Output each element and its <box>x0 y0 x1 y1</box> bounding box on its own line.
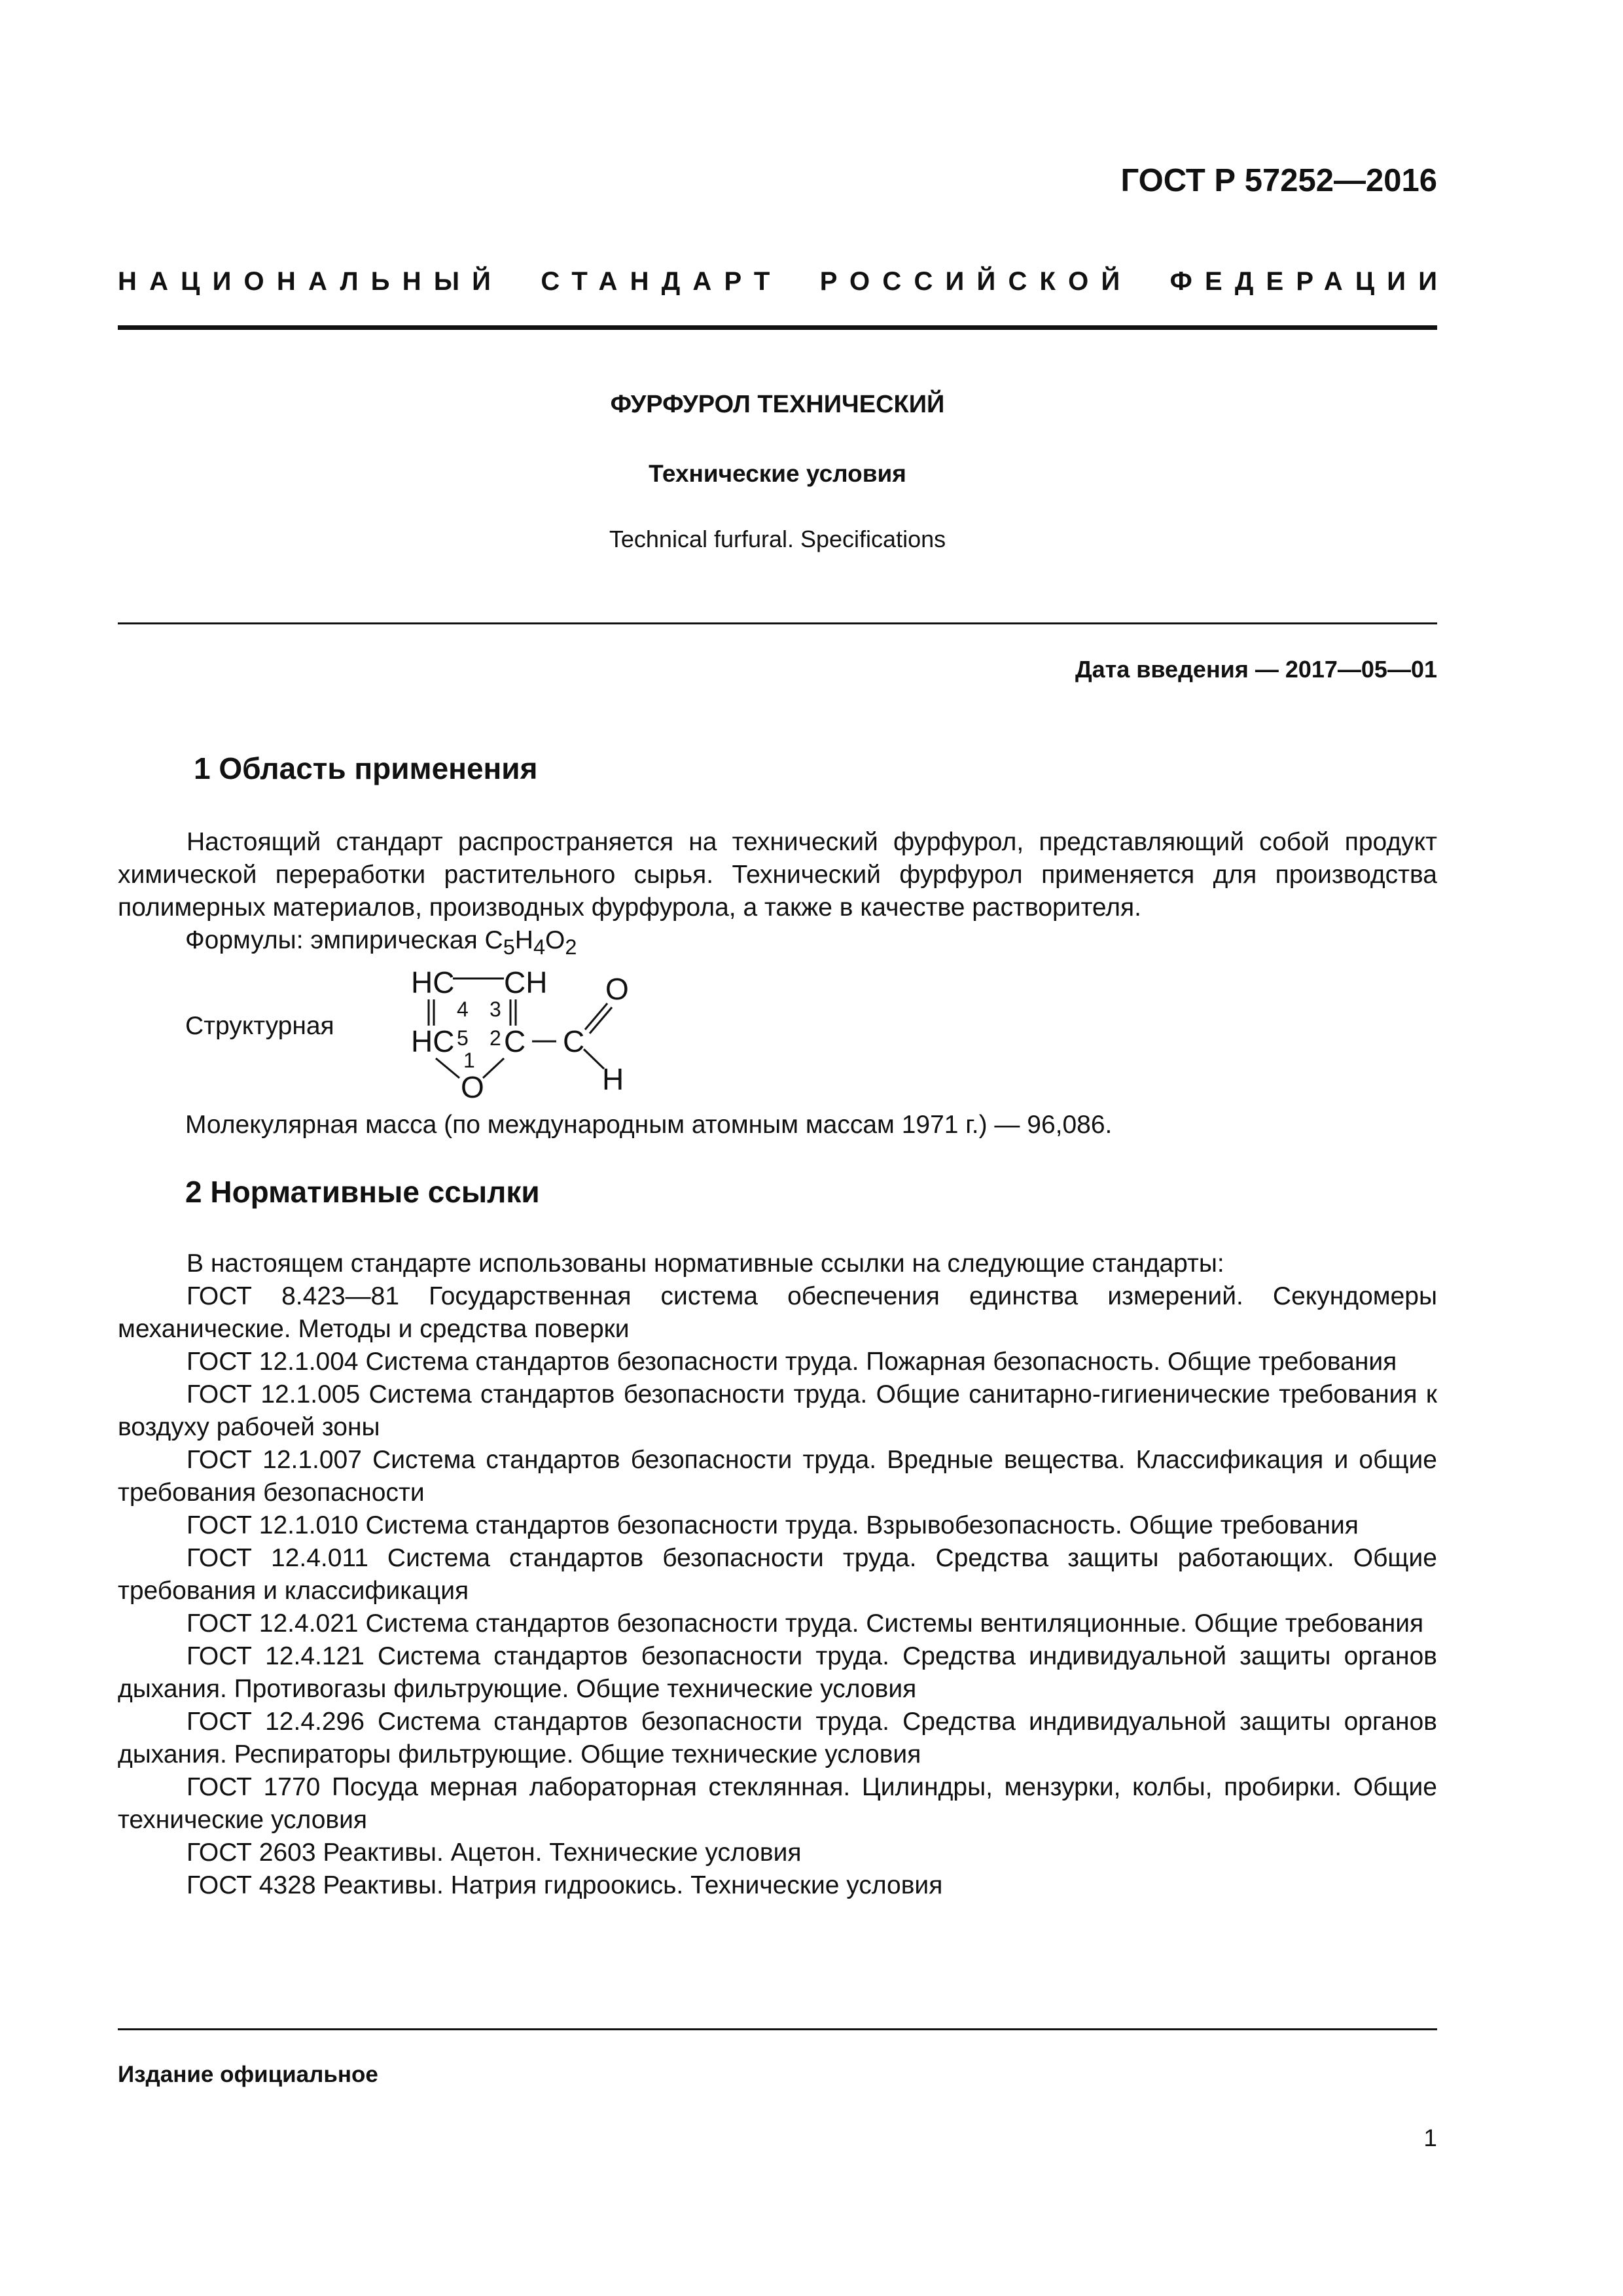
introduction-date: Дата введения — 2017—05—01 <box>1075 656 1437 683</box>
position-1: 1 <box>463 1049 475 1072</box>
title-divider <box>118 622 1437 624</box>
structural-formula-label: Структурная <box>185 1012 334 1040</box>
references-intro: В настоящем стандарте использованы нормативные ссылки на следующие стандарты: <box>187 1249 1224 1278</box>
reference-item: ГОСТ 4328 Реактивы. Натрия гидроокись. Технические условия <box>187 1871 943 1899</box>
official-edition-note: Издание официальное <box>118 2062 378 2087</box>
atom-hc-top: HC <box>411 965 455 999</box>
atom-ch-top: CH <box>504 965 548 999</box>
document-title-english: Technical furfural. Specifications <box>609 526 946 552</box>
position-4: 4 <box>457 997 469 1021</box>
reference-item: ГОСТ 1770 Посуда мерная лабораторная стеклянная. Цилиндры, мензурки, колбы, пробирки. Общие технические условия <box>118 1773 1437 1834</box>
atom-o-ring: O <box>461 1070 484 1103</box>
atom-hc-bottom: HC <box>411 1024 455 1058</box>
atom-c-aldehyde: C <box>563 1024 585 1058</box>
reference-item: ГОСТ 12.1.005 Система стандартов безопасности труда. Общие санитарно-гигиенические требования к воздуху рабочей зоны <box>118 1380 1437 1441</box>
footer-divider <box>118 2028 1437 2030</box>
section-2-heading: 2 Нормативные ссылки <box>185 1175 540 1209</box>
position-2: 2 <box>490 1026 501 1050</box>
bond-c5-o1 <box>436 1058 459 1078</box>
document-subtitle: Технические условия <box>649 460 906 487</box>
page-number: 1 <box>1423 2125 1437 2151</box>
scope-text: Настоящий стандарт распространяется на технический фурфурол, представляющий собой продукт химической переработки растительного сырья. Технический фурфурол применяется для производства полимерных материалов, производных фурфурола, а также в качестве растворителя. <box>118 828 1437 922</box>
standard-number: ГОСТ Р 57252—2016 <box>1120 163 1437 198</box>
empirical-formula: Формулы: эмпирическая $C_5H_4O_2$ <box>185 926 577 959</box>
reference-item: ГОСТ 12.1.004 Система стандартов безопасности труда. Пожарная безопасность. Общие требования <box>187 1348 1397 1376</box>
banner-word: РОССИЙСКОЙ <box>819 267 1133 296</box>
atom-c2: C <box>504 1024 526 1058</box>
section-1-heading: 1 Область применения <box>194 751 538 785</box>
reference-item: ГОСТ 2603 Реактивы. Ацетон. Технические условия <box>187 1839 802 1867</box>
molecular-mass: Молекулярная масса (по международным атомным массам 1971 г.) — 96,086. <box>185 1111 1113 1139</box>
reference-item: ГОСТ 12.4.121 Система стандартов безопасности труда. Средства индивидуальной защиты органов дыхания. Противогазы фильтрующие. Общие технические условия <box>118 1642 1437 1703</box>
position-5: 5 <box>457 1026 469 1050</box>
banner-word: ФЕДЕРАЦИИ <box>1169 267 1450 296</box>
header-divider <box>118 325 1437 330</box>
furfural-structure-diagram <box>399 952 674 1103</box>
section-1-paragraph <box>118 826 1437 924</box>
reference-item: ГОСТ 12.4.011 Система стандартов безопасности труда. Средства защиты работающих. Общие требования и классификация <box>118 1544 1437 1605</box>
position-3: 3 <box>490 997 501 1021</box>
reference-item: ГОСТ 12.1.010 Система стандартов безопасности труда. Взрывобезопасность. Общие требования <box>187 1511 1359 1539</box>
reference-item: ГОСТ 8.423—81 Государственная система обеспечения единства измерений. Секундомеры механические. Методы и средства поверки <box>118 1282 1437 1343</box>
bond-c2-o1 <box>483 1058 504 1078</box>
banner-word: НАЦИОНАЛЬНЫЙ <box>118 267 504 296</box>
normative-references <box>118 1247 1437 1902</box>
reference-item: ГОСТ 12.4.296 Система стандартов безопасности труда. Средства индивидуальной защиты органов дыхания. Респираторы фильтрующие. Общие технические условия <box>118 1708 1437 1768</box>
reference-item: ГОСТ 12.4.021 Система стандартов безопасности труда. Системы вентиляционные. Общие требования <box>187 1609 1424 1638</box>
furfural-structure-svg <box>399 952 674 1103</box>
atom-o-aldehyde: O <box>605 972 629 1006</box>
document-title: ФУРФУРОЛ ТЕХНИЧЕСКИЙ <box>610 391 945 418</box>
bond-c-h <box>584 1049 604 1069</box>
reference-item: ГОСТ 12.1.007 Система стандартов безопасности труда. Вредные вещества. Классификация и общие требования безопасности <box>118 1446 1437 1507</box>
banner-word: СТАНДАРТ <box>541 267 783 296</box>
national-standard-banner <box>118 267 1450 296</box>
atom-h-aldehyde: H <box>602 1062 624 1096</box>
